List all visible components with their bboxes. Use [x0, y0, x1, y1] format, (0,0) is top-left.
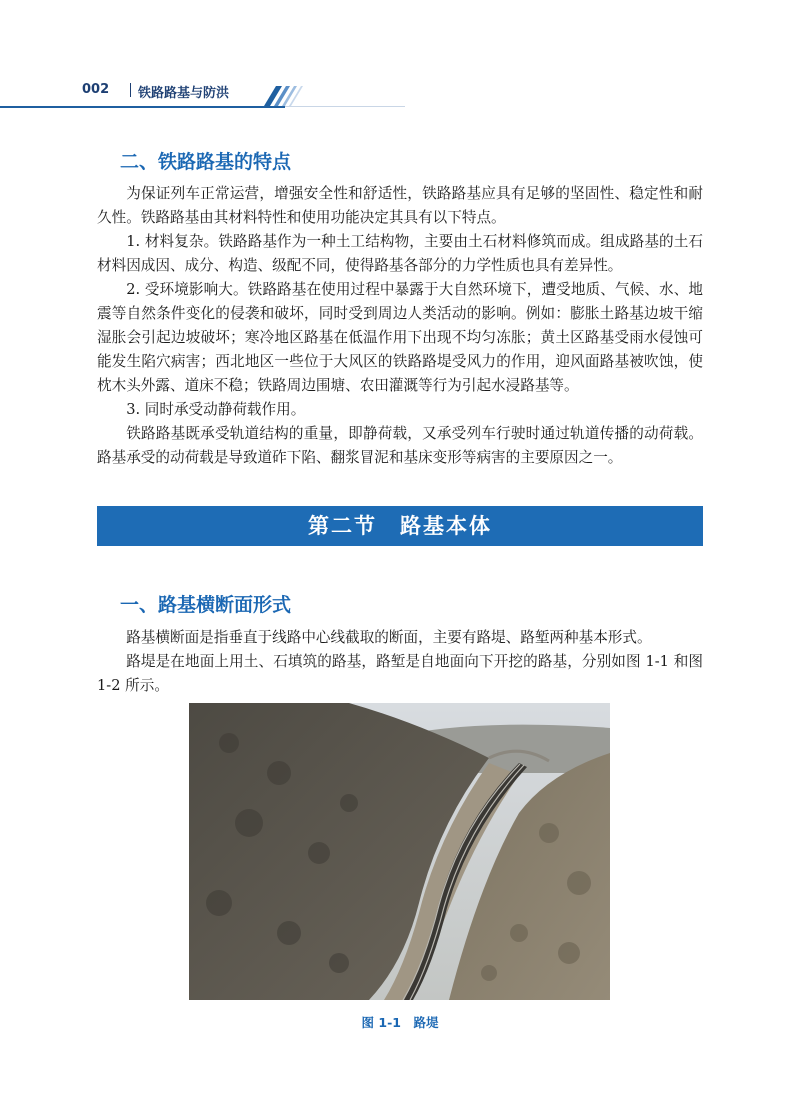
header-rule	[0, 106, 285, 108]
embankment-photo-illustration	[189, 703, 610, 1000]
paragraph-item-1: 1. 材料复杂。铁路路基作为一种土工结构物，主要由土石材料修筑而成。组成路基的土石材料因成因、成分、构造、级配不同，使得路基各部分的力学性质也具有差异性。	[97, 233, 703, 274]
section-banner	[97, 506, 703, 546]
paragraph-item-2: 2. 受环境影响大。铁路路基在使用过程中暴露于大自然环境下，遭受地质、气候、水、地震等自然条件变化的侵袭和破坏，同时受到周边人类活动的影响。例如：膨胀土路基边坡干缩湿胀会引起边坡破坏；寒冷地区路基在低温作用下出现不均匀冻胀；黄土区路基受雨水侵蚀可能发生陷穴病害；西北地区一些位于大风区的铁路路堤受风力的作用，迎风面路基被吹蚀，使枕木头外露、道床不稳；铁路周边围塘、农田灌溉等行为引起水浸路基等。	[97, 281, 703, 394]
section-heading-cross-section: 一、路基横断面形式	[120, 594, 292, 616]
paragraph-item-3: 3. 同时承受动静荷载作用。	[126, 401, 306, 418]
paragraph-cross-section-def: 路基横断面是指垂直于线路中心线截取的断面，主要有路堤、路堑两种基本形式。	[126, 629, 652, 646]
header-rule-light	[285, 106, 405, 107]
running-title: 铁路路基与防洪	[138, 86, 230, 101]
banner-title: 第二节 路基本体	[308, 514, 492, 538]
embankment-photo	[189, 703, 610, 1000]
figure-caption: 图 1-1 路堤	[361, 1015, 439, 1030]
section-heading-railway-subgrade-features: 二、铁路路基的特点	[120, 151, 292, 173]
paragraph-intro: 为保证列车正常运营，增强安全性和舒适性，铁路路基应具有足够的坚固性、稳定性和耐久性。铁路路基由其材料特性和使用功能决定其具有以下特点。	[97, 185, 703, 226]
paragraph-embankment-cut: 路堤是在地面上用土、石填筑的路基，路堑是自地面向下开挖的路基，分别如图 1-1 和图 1-2 所示。	[97, 653, 703, 694]
paragraph-item-3-body: 铁路路基既承受轨道结构的重量，即静荷载，又承受列车行驶时通过轨道传播的动荷载。路基承受的动荷载是导致道砟下陷、翻浆冒泥和基床变形等病害的主要原因之一。	[97, 425, 703, 466]
header-stripes-decoration	[256, 86, 306, 106]
page-number: 002	[82, 82, 110, 97]
page-header	[0, 78, 800, 118]
header-separator	[130, 83, 131, 97]
